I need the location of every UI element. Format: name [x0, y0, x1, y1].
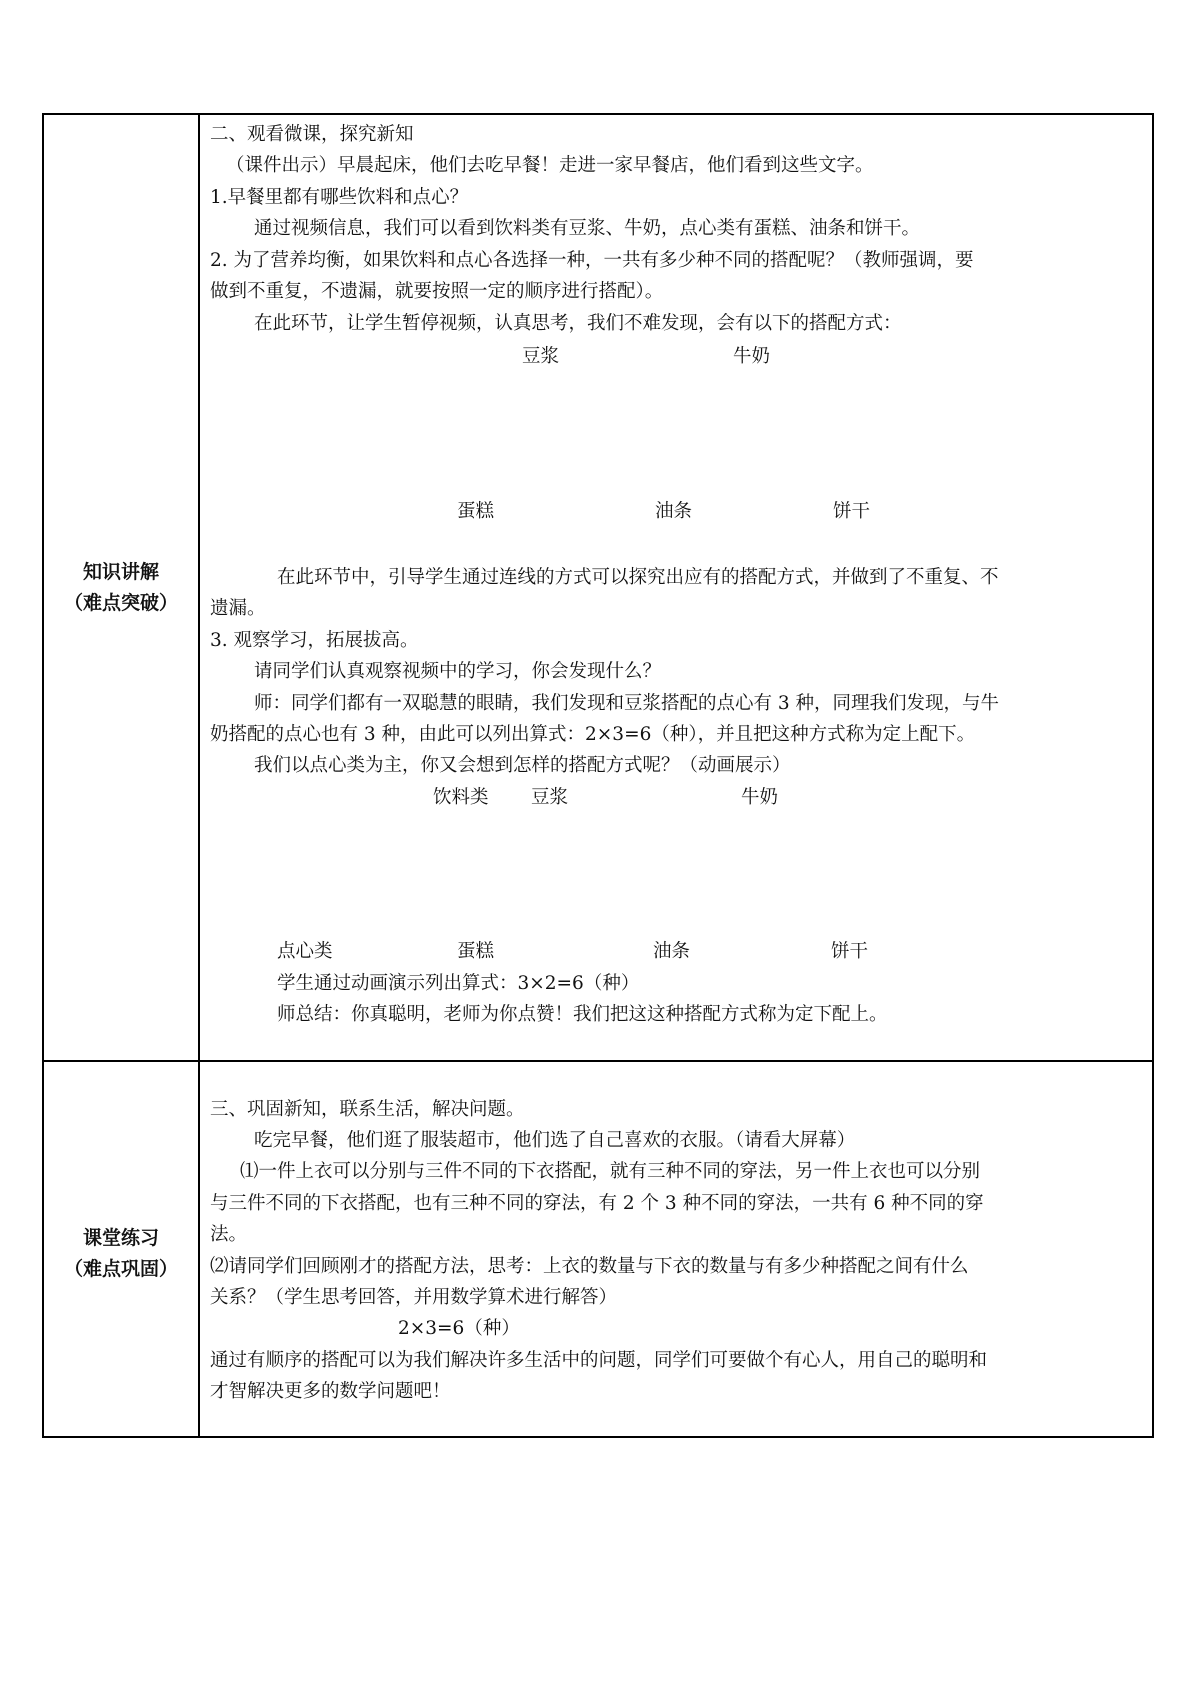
row-label-line1: 课堂练习 [82, 1227, 159, 1249]
paragraph-line: ⑴一件上衣可以分别与三件不同的下衣搭配，就有三种不同的穿法，另一件上衣也可以分别 [240, 1161, 981, 1182]
question-line: 2. 为了营养均衡，如果饮料和点心各选择一种，一共有多少种不同的搭配呢？（教师强调，要 [210, 250, 974, 271]
question-line: 3. 观察学习，拓展拔高。 [210, 630, 419, 651]
diagram2-snacks-label: 点心类 [277, 941, 333, 962]
column-divider [198, 115, 200, 1436]
paragraph-line: 在此环节中，引导学生通过连线的方式可以探究出应有的搭配方式，并做到了不重复、不 [277, 567, 999, 588]
paragraph-line: 才智解决更多的数学问题吧！ [210, 1381, 451, 1402]
formula-line: 学生通过动画演示列出算式：3×2=6（种） [277, 973, 640, 994]
section-heading: 三、巩固新知，联系生活，解决问题。 [210, 1099, 525, 1120]
row-label-line2: （难点突破） [63, 592, 178, 614]
paragraph-line: 请同学们认真观察视频中的学习，你会发现什么？ [254, 661, 662, 682]
paragraph-line: 做到不重复，不遗漏，就要按照一定的顺序进行搭配）。 [210, 281, 664, 302]
diagram2-snack: 油条 [653, 941, 691, 962]
paragraph-line: 遗漏。 [210, 598, 266, 619]
section-heading: 二、观看微课，探究新知 [210, 124, 414, 145]
paragraph-line: 关系？（学生思考回答，并用数学算术进行解答） [210, 1287, 618, 1308]
paragraph-line: 师：同学们都有一双聪慧的眼睛，我们发现和豆浆搭配的点心有 3 种，同理我们发现，与牛 [254, 693, 1000, 714]
paragraph-line: 我们以点心类为主，你又会想到怎样的搭配方式呢？（动画展示） [254, 755, 791, 776]
diagram2-snack: 饼干 [831, 941, 869, 962]
question-line: 1.早餐里都有哪些饮料和点心？ [210, 187, 469, 208]
paragraph-line: 在此环节，让学生暂停视频，认真思考，我们不难发现，会有以下的搭配方式： [254, 313, 902, 334]
formula-line: 2×3=6（种） [398, 1318, 520, 1339]
paragraph-line: 通过视频信息，我们可以看到饮料类有豆浆、牛奶，点心类有蛋糕、油条和饼干。 [254, 218, 921, 239]
row-label-line2: （难点巩固） [63, 1258, 178, 1280]
paragraph-line: 与三件不同的下衣搭配，也有三种不同的穿法，有 2 个 3 种不同的穿法，一共有 6 种不同的穿 [210, 1193, 984, 1214]
row-label-knowledge [44, 557, 198, 619]
paragraph-line: 师总结：你真聪明，老师为你点赞！我们把这这种搭配方式称为定下配上。 [277, 1004, 888, 1025]
diagram2-drink: 牛奶 [741, 787, 779, 808]
diagram1-drink: 豆浆 [522, 346, 560, 367]
diagram1-snack: 饼干 [833, 501, 871, 522]
diagram2-drink: 豆浆 [531, 787, 569, 808]
paragraph-line: 吃完早餐，他们逛了服装超市，他们选了自己喜欢的衣服。（请看大屏幕） [254, 1130, 856, 1151]
paragraph-line: 奶搭配的点心也有 3 种，由此可以列出算式：2×3=6（种），并且把这种方式称为定上配下。 [210, 724, 976, 745]
paragraph-line: （课件出示）早晨起床，他们去吃早餐！走进一家早餐店，他们看到这些文字。 [226, 155, 874, 176]
row-divider [44, 1060, 1152, 1062]
diagram2-snack: 蛋糕 [457, 941, 495, 962]
diagram1-drink: 牛奶 [733, 346, 771, 367]
paragraph-line: 通过有顺序的搭配可以为我们解决许多生活中的问题，同学们可要做个有心人，用自己的聪明和 [210, 1350, 988, 1371]
row-label-practice [44, 1223, 198, 1285]
paragraph-line: ⑵请同学们回顾刚才的搭配方法，思考：上衣的数量与下衣的数量与有多少种搭配之间有什么 [210, 1256, 969, 1277]
diagram1-snack: 蛋糕 [457, 501, 495, 522]
diagram2-drinks-label: 饮料类 [433, 787, 489, 808]
diagram1-snack: 油条 [655, 501, 693, 522]
row-label-line1: 知识讲解 [82, 561, 159, 583]
paragraph-line: 法。 [210, 1224, 248, 1245]
